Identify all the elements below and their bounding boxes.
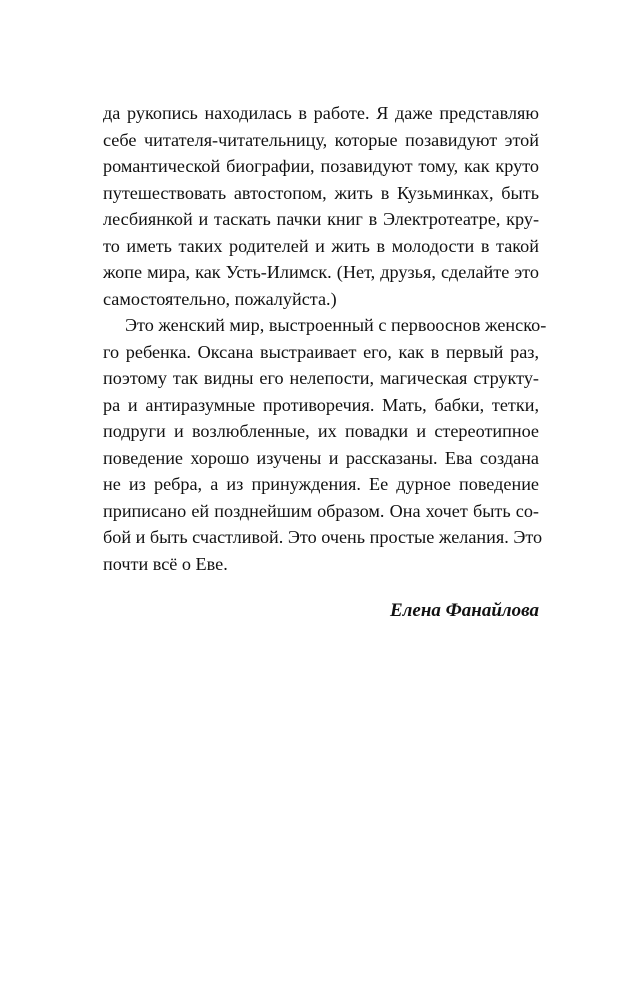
document-body	[103, 100, 547, 577]
text-line: жопе мира, как Усть-Илимск. (Нет, друзья, сделайте это	[103, 262, 539, 282]
text-line: поэтому так видны его нелепости, магическая структу-	[103, 368, 539, 388]
text-line: не из ребра, а из принуждения. Ее дурное поведение	[103, 474, 539, 494]
text-line: самостоятельно, пожалуйста.)	[103, 288, 337, 309]
text-line: бой и быть счастливой. Это очень простые желания. Это	[103, 527, 543, 547]
text-line-first-indented: Это женский мир, выстроенный с первооснов женско-	[125, 315, 547, 335]
text-line: го ребенка. Оксана выстраивает его, как в первый раз,	[103, 341, 539, 362]
text-line: приписано ей позднейшим образом. Она хочет быть со-	[103, 500, 539, 521]
text-line: подруги и возлюбленные, их повадки и стереотипное	[103, 421, 539, 441]
text-line: лесбиянкой и таскать пачки книг в Электротеатре, кру-	[103, 209, 539, 229]
text-line: себе читателя-читательницу, которые позавидуют этой	[103, 129, 539, 150]
author-signature: Елена Фанайлова	[389, 600, 539, 621]
paragraph-1	[103, 100, 539, 312]
text-line: поведение хорошо изучены и рассказаны. Ева создана	[103, 447, 539, 468]
text-line: путешествовать автостопом, жить в Кузьминках, быть	[103, 182, 539, 203]
paragraph-2	[103, 312, 547, 577]
text-line: то иметь таких родителей и жить в молодости в такой	[103, 235, 539, 256]
text-line: ра и антиразумные противоречия. Мать, бабки, тетки,	[103, 394, 539, 415]
text-line: почти всё о Еве.	[103, 553, 228, 574]
text-line: да рукопись находилась в работе. Я даже представляю	[103, 103, 539, 123]
text-line: романтической биографии, позавидуют тому, как круто	[103, 156, 539, 176]
